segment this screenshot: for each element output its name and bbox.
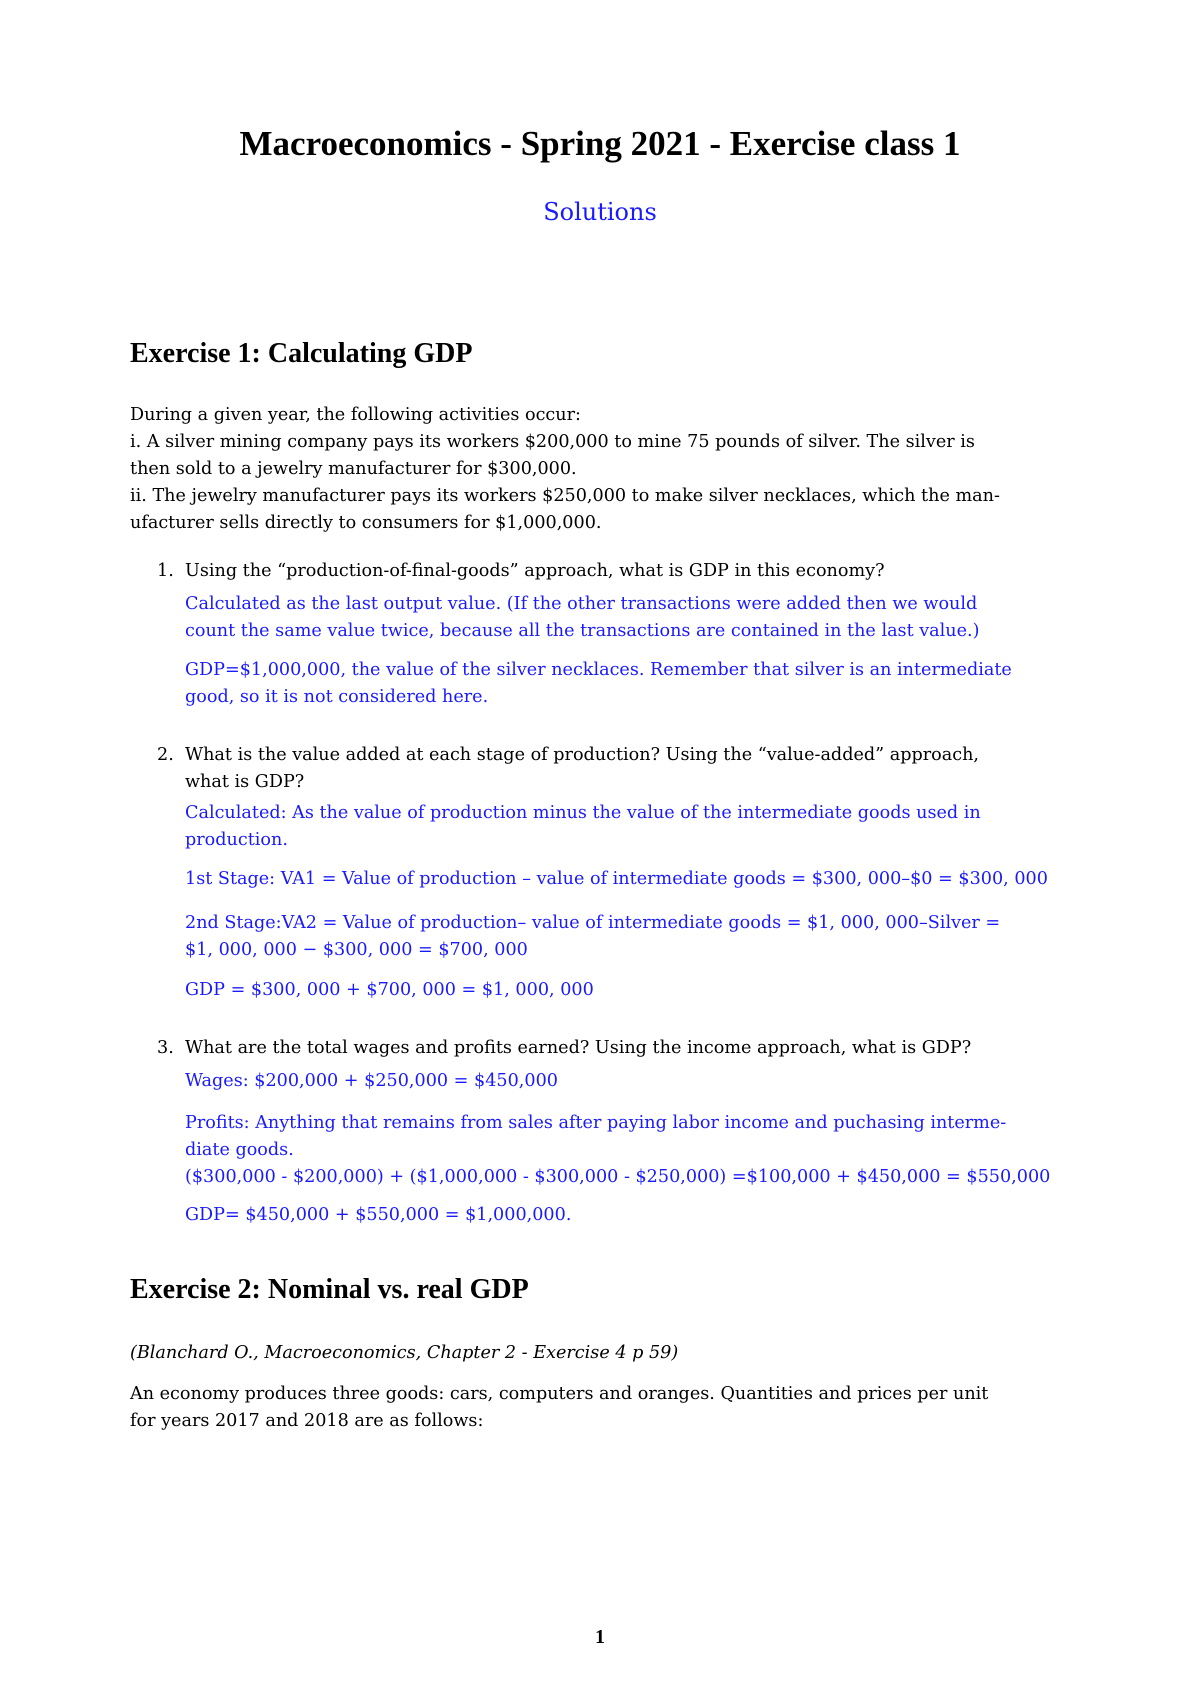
answer-1b <box>185 657 1105 711</box>
question-text <box>185 1035 1085 1062</box>
answer-2b <box>185 866 1105 893</box>
answer-3a <box>185 1068 1105 1095</box>
question-text <box>185 558 1085 585</box>
answer-line: Profits: Anything that remains from sales after paying labor income and puchasing interme- <box>185 1113 1007 1133</box>
answer-line: production. <box>185 830 288 850</box>
question-line: Using the “production-of-final-goods” approach, what is GDP in this economy? <box>185 561 885 581</box>
answer-line: Calculated: As the value of production minus the value of the intermediate goods used in <box>185 803 981 823</box>
question-number: 1. <box>157 561 174 581</box>
answer-line: 1st Stage: VA1 = Value of production – value of intermediate goods = $300, 000–$0 = $300, 000 <box>185 869 1048 889</box>
answer-3c <box>185 1202 1105 1229</box>
question-line: What are the total wages and profits earned? Using the income approach, what is GDP? <box>185 1038 972 1058</box>
intro-line: i. A silver mining company pays its workers $200,000 to mine 75 pounds of silver. The silver is <box>130 432 975 452</box>
answer-line: GDP= $450,000 + $550,000 = $1,000,000. <box>185 1205 572 1225</box>
answer-line: diate goods. <box>185 1140 294 1160</box>
answer-3b <box>185 1110 1105 1191</box>
exercise-1-heading: Exercise 1: Calculating GDP <box>130 338 473 369</box>
intro-line: An economy produces three goods: cars, computers and oranges. Quantities and prices per unit <box>130 1384 989 1404</box>
answer-line: Calculated as the last output value. (If the other transactions were added then we would <box>185 594 978 614</box>
answer-line: Wages: $200,000 + $250,000 = $450,000 <box>185 1071 558 1091</box>
exercise-2-heading: Exercise 2: Nominal vs. real GDP <box>130 1274 529 1305</box>
question-line: what is GDP? <box>185 772 305 792</box>
intro-line: then sold to a jewelry manufacturer for $300,000. <box>130 459 577 479</box>
question-number: 3. <box>157 1038 174 1058</box>
exercise-2-citation <box>130 1340 1080 1367</box>
answer-line: good, so it is not considered here. <box>185 687 489 707</box>
answer-1a <box>185 591 1105 645</box>
answer-2c <box>185 910 1105 964</box>
answer-line: 2nd Stage:VA2 = Value of production– value of intermediate goods = $1, 000, 000–Silver = <box>185 913 1001 933</box>
intro-line: for years 2017 and 2018 are as follows: <box>130 1411 484 1431</box>
question-number: 2. <box>157 745 174 765</box>
answer-2a <box>185 800 1105 854</box>
answer-line: GDP = $300, 000 + $700, 000 = $1, 000, 000 <box>185 980 594 1000</box>
page-number: 1 <box>595 1626 605 1648</box>
page-title: Macroeconomics - Spring 2021 - Exercise class 1 <box>239 124 961 163</box>
page-subtitle: Solutions <box>543 198 657 226</box>
exercise-2-intro <box>130 1381 1080 1435</box>
answer-2d <box>185 977 1105 1004</box>
answer-line: count the same value twice, because all the transactions are contained in the last value.) <box>185 621 980 641</box>
question-line: What is the value added at each stage of production? Using the “value-added” approach, <box>185 745 980 765</box>
citation-line: (Blanchard O., Macroeconomics, Chapter 2 - Exercise 4 p 59) <box>130 1343 679 1363</box>
question-text <box>185 742 1085 796</box>
answer-line: GDP=$1,000,000, the value of the silver necklaces. Remember that silver is an intermediate <box>185 660 1012 680</box>
answer-line: $1, 000, 000 − $300, 000 = $700, 000 <box>185 940 528 960</box>
intro-line: During a given year, the following activities occur: <box>130 405 581 425</box>
intro-line: ufacturer sells directly to consumers for $1,000,000. <box>130 513 602 533</box>
exercise-1-intro <box>130 402 1080 537</box>
answer-line: ($300,000 - $200,000) + ($1,000,000 - $300,000 - $250,000) =$100,000 + $450,000 = $550,000 <box>185 1167 1051 1187</box>
intro-line: ii. The jewelry manufacturer pays its workers $250,000 to make silver necklaces, which the man- <box>130 486 1000 506</box>
